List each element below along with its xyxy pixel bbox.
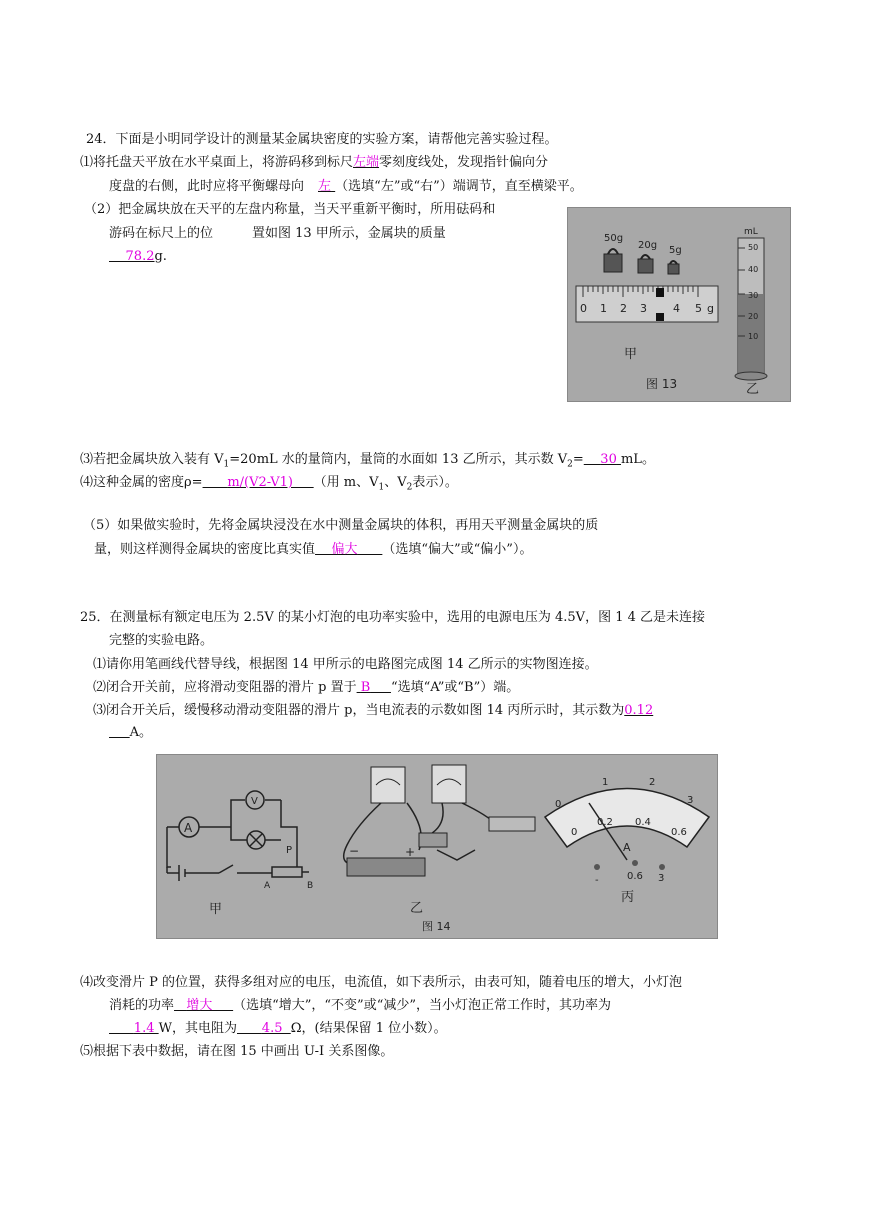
q24-answer-volume: 30 [600, 452, 617, 467]
dial-top-0: 0 [555, 799, 562, 810]
scale-tick-4: 4 [673, 302, 680, 315]
q24-stem: 24．下面是小明同学设计的测量某金属块密度的实验方案，请帮他完善实验过程。 [86, 132, 558, 147]
q24-answer-density-wrap [203, 475, 314, 490]
figure-14-drawing [157, 755, 717, 938]
q25-p4-text-d: W，其电阻为 [158, 1021, 237, 1036]
q25-part4-line2 [109, 997, 611, 1015]
dial-top-3: 3 [687, 795, 694, 806]
voltmeter-label: V [251, 796, 258, 807]
q25-answer-end: B [360, 680, 371, 695]
q24-p1-text-b: 零刻度线处，发现指针偏向分 [379, 155, 549, 170]
battery-pack [347, 858, 425, 876]
q24-p5-text-b: 量，则这样测得金属块的密度比真实值 [94, 542, 316, 557]
terminal-minus: - [595, 875, 599, 886]
dial-top-1: 1 [602, 777, 609, 788]
fig14-label-jia: 甲 [209, 902, 223, 917]
cyl-tick-20: 20 [748, 312, 759, 321]
dial-bottom-0-4: 0.4 [635, 817, 651, 828]
scale-tick-3: 3 [640, 302, 647, 315]
q25-stem-line1: 25．在测量标有额定电压为 2.5V 的某小灯泡的电功率实验中，选用的电源电压为 4.5V，图 1 4 乙是未连接 [80, 610, 706, 625]
q25-part3-line1 [93, 702, 653, 720]
q25-p4-text-c: （选填“增大”，“不变”或“减少”，当小灯泡正常工作时，其功率为 [233, 998, 611, 1013]
figure-14 [156, 754, 718, 939]
weight-20g-label: 20g [638, 240, 658, 251]
q24-p3-sub2: 2 [567, 459, 573, 470]
q24-p4-sub1: 1 [378, 482, 385, 493]
weight-5g-icon [668, 264, 679, 274]
figure-13 [567, 207, 791, 402]
scale-tick-0: 0 [580, 302, 587, 315]
rheostat-b-label: B [307, 881, 314, 891]
q25-p2-text-b: “选填“A”或“B”）端。 [390, 680, 520, 695]
q24-p3-text-c: = [572, 452, 584, 467]
svg-text:−: − [349, 844, 360, 858]
cylinder-unit: mL [744, 227, 758, 237]
q24-p5-text-c: （选填“偏大”或“偏小”）。 [382, 542, 533, 557]
q24-p3-sub1: 1 [223, 459, 230, 470]
q24-answer-density: m/(V2-V1) [227, 475, 293, 490]
q24-part3 [80, 451, 655, 474]
q24-part2-line3 [109, 248, 167, 266]
q24-p4-text-a: ⑷这种金属的密度ρ= [80, 475, 203, 490]
q25-answer-power-wrap [109, 1021, 159, 1036]
q24-p1-text-d: （选填“左”或“右”）端调节，直至横梁平。 [335, 179, 583, 194]
lamp-holder [419, 833, 447, 847]
meter-box-2 [432, 765, 466, 803]
q25-p4-text-b: 消耗的功率 [109, 998, 175, 1013]
q24-part1-line2 [109, 178, 583, 196]
q25-p2-text-a: ⑵闭合开关前，应将滑动变阻器的滑片 p 置于 [93, 680, 357, 695]
q24-answer-direction: 左 [318, 179, 332, 194]
rheostat-a-label: A [264, 881, 271, 891]
weight-20g-icon [638, 259, 653, 273]
q25-answer-power: 1.4 [133, 1021, 155, 1036]
q25-part4-line3 [109, 1020, 447, 1038]
q25-part5: ⑸根据下表中数据，请在图 15 中画出 U-I 关系图像。 [80, 1044, 394, 1059]
terminal-0-6: 0.6 [627, 871, 643, 882]
q25-answer-trend-wrap [174, 998, 233, 1013]
dial-unit-label: A [623, 841, 631, 854]
dial-top-2: 2 [649, 777, 656, 788]
q24-p4-text-c: 、V [384, 475, 407, 490]
q24-answer-direction-wrap [318, 179, 335, 194]
q25-p3-text-a: ⑶闭合开关后，缓慢移动滑动变阻器的滑片 p，当电流表的示数如图 14 丙所示时，其示数为 [93, 703, 625, 718]
svg-text:+: + [405, 845, 416, 859]
q25-answer-current: 0.12 [624, 703, 654, 718]
fig13-caption: 图 13 [646, 377, 678, 391]
rider-bottom [656, 313, 664, 321]
scale-tick-2: 2 [620, 302, 627, 315]
fig14-caption: 图 14 [422, 920, 451, 933]
q24-answer-bias-wrap [315, 542, 382, 557]
fig14-label-yi: 乙 [410, 901, 424, 916]
dial-bottom-0: 0 [571, 827, 578, 838]
scale-tick-1: 1 [600, 302, 607, 315]
scale-tick-5: 5 [695, 302, 702, 315]
q25-answer-trend: 增大 [186, 998, 213, 1013]
q25-p4-text-e: Ω，(结果保留 1 位小数）。 [290, 1021, 447, 1036]
q24-part5-line2 [94, 541, 532, 559]
q25-current-blank [109, 725, 130, 740]
fig13-label-yi: 乙 [746, 382, 760, 397]
q25-answer-resistance-wrap [237, 1021, 291, 1036]
q25-part3-line2 [109, 724, 152, 742]
q25-part4-line1: ⑷改变滑片 P 的位置，获得多组对应的电压，电流值，如下表所示，由表可知，随着电压的增大，小灯泡 [80, 975, 683, 990]
q24-p3-text-a: ⑶若把金属块放入装有 V [80, 452, 224, 467]
q24-answer-bias: 偏大 [331, 542, 358, 557]
q25-part1: ⑴请你用笔画线代替导线，根据图 14 甲所示的电路图完成图 14 乙所示的实物图连接。 [93, 657, 598, 672]
q24-part5-line1: （5）如果做实验时，先将金属块浸没在水中测量金属块的体积，再用天平测量金属块的质 [83, 518, 599, 533]
q24-p1-text-c: 度盘的右侧，此时应将平衡螺母向 [109, 179, 305, 194]
rheostat [489, 817, 535, 831]
q24-mass-unit: g. [154, 249, 167, 264]
weight-5g-label: 5g [669, 245, 682, 256]
q24-part1-line1 [80, 154, 548, 172]
cyl-tick-10: 10 [748, 332, 759, 341]
ammeter-label: A [184, 821, 193, 835]
q24-answer-mass-wrap [109, 249, 154, 264]
q25-current-unit: A。 [129, 725, 153, 740]
cyl-tick-30: 30 [748, 291, 759, 300]
scale-tick-unit: g [707, 302, 714, 315]
weight-50g-label: 50g [604, 233, 624, 244]
dial-bottom-0-2: 0.2 [597, 817, 613, 828]
q24-p1-text-a: ⑴将托盘天平放在水平桌面上，将游码移到标尺 [80, 155, 354, 170]
rheostat-p-label: P [286, 845, 293, 856]
q24-p3-text-d: mL。 [620, 452, 655, 467]
cyl-tick-50: 50 [748, 243, 759, 252]
q25-part2 [93, 679, 519, 697]
fig14-label-bing: 丙 [621, 890, 635, 905]
q24-part4 [80, 474, 458, 497]
q24-p4-text-b: （用 m、V [313, 475, 379, 490]
q25-answer-end-wrap [357, 680, 391, 695]
figure-13-drawing [568, 208, 790, 401]
q24-part2-line1: （2）把金属块放在天平的左盘内称量，当天平重新平衡时，所用砝码和 [84, 202, 496, 217]
q24-answer-zero-end: 左端 [353, 155, 380, 170]
terminal-3: 3 [658, 873, 665, 884]
dial-bottom-0-6: 0.6 [671, 827, 687, 838]
q24-p4-text-d: 表示）。 [412, 475, 458, 490]
cyl-tick-40: 40 [748, 265, 759, 274]
weight-50g-icon [604, 254, 622, 272]
rider-top [656, 288, 664, 297]
q24-answer-volume-wrap [584, 452, 621, 467]
fig13-label-jia: 甲 [624, 347, 638, 362]
q24-answer-mass: 78.2 [125, 249, 155, 264]
q25-answer-resistance: 4.5 [261, 1021, 283, 1036]
q24-p3-text-b: =20mL 水的量筒内，量筒的水面如 13 乙所示，其示数 V [229, 452, 568, 467]
q24-part2-line2: 游码在标尺上的位 置如图 13 甲所示，金属块的质量 [109, 226, 446, 241]
q25-stem-line2: 完整的实验电路。 [109, 633, 214, 648]
q24-p4-sub2: 2 [406, 482, 413, 493]
